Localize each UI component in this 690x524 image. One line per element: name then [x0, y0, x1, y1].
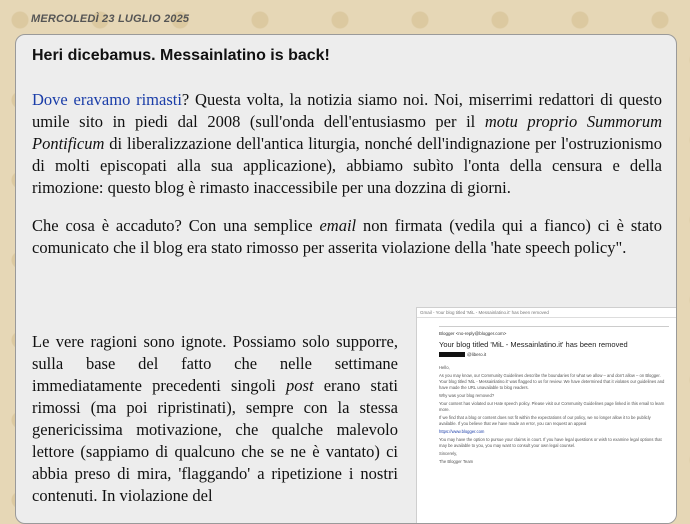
emphasis-text: post: [286, 376, 314, 395]
paragraph-text: Che cosa è accaduto? Con una semplice: [32, 216, 320, 235]
post-paragraph-2: [32, 215, 662, 259]
redaction-bar: [439, 352, 465, 357]
email-content: [439, 326, 669, 465]
post-date-header: MERCOLEDÌ 23 LUGLIO 2025: [31, 13, 190, 25]
post-paragraph-1: [32, 89, 662, 199]
email-subject: Your blog titled 'MiL - Messainlatino.it' has been removed: [439, 340, 628, 349]
emphasis-text: motu proprio Summorum Pontificum: [32, 112, 662, 153]
email-body: Hello, As you may know, our Community Guidelines describe the boundaries for what we allow – and don't allow – on Blogger. Your blog titled 'MiL - Messainlatino.it' was flagged to us for review. We have determined that it violates our guidelines and have made the URL unavailable to blog readers. Why was your blog removed? Your content has violated our Hate speech policy. Please visit our Community Guidelines page linked in this email to learn more. If we find that a blog or content does not fit within the expectations of our policy, we no longer allow it to be publicly available. If you believe that we have made an error, you can request an appeal https://www.blogger.com You may have the option to pursue your claims in court. If you have legal questions or wish to examine legal options that may be available to you, you may want to consult your own legal counsel. Sincerely, The Blogger Team: [439, 365, 665, 464]
email-tab-bar: Gmail - Your blog titled 'MiL - Messainlatino.it' has been removed: [417, 308, 677, 318]
email-screenshot-image[interactable]: [416, 307, 677, 524]
paragraph-text: ? Questa volta, la notizia siamo noi. Noi, miserrimi redattori di questo umile sito in piedi dal 2008 (sull'onda dell'entusiasmo per il: [32, 90, 662, 131]
paragraph-text: erano stati rimossi (ma poi ripristinati), sempre con la stessa genericissima motivazione, che qualche malevolo lettore (sappiamo di qualcuno che se ne è vantato) ci abbia preso di mira, 'flaggando' a ripetizione i nostri contenuti. In violazione del: [32, 376, 399, 505]
post-title[interactable]: Heri dicebamus. Messainlatino is back!: [32, 47, 330, 64]
paragraph-text: non firmata (vedila qui a fianco) ci è stato comunicato che il blog era stato rimosso per asserita violazione della 'hate speech policy".: [32, 216, 662, 257]
emphasis-text: email: [319, 216, 357, 235]
previous-post-link[interactable]: Dove eravamo rimasti: [32, 90, 182, 109]
email-sender: Blogger <no-reply@blogger.com>: [439, 331, 507, 336]
email-recipient: @libero.it: [439, 352, 669, 357]
post-body: [32, 89, 662, 275]
paragraph-text: di liberalizzazione dell'antica liturgia, nonché dell'indignazione per l'ostruzionismo di molti episcopati alla sua applicazione), abbiamo subìto l'onta della censura e della rimozione: questo blog è rimasto inaccessibile per una dozzina di giorni.: [32, 134, 662, 197]
post-card: [15, 34, 677, 524]
paragraph-text: Le vere ragioni sono ignote. Possiamo solo supporre, sulla base del fatto che nelle settimane immediatamente precedenti singoli: [32, 332, 398, 395]
post-paragraph-3: [32, 331, 398, 507]
